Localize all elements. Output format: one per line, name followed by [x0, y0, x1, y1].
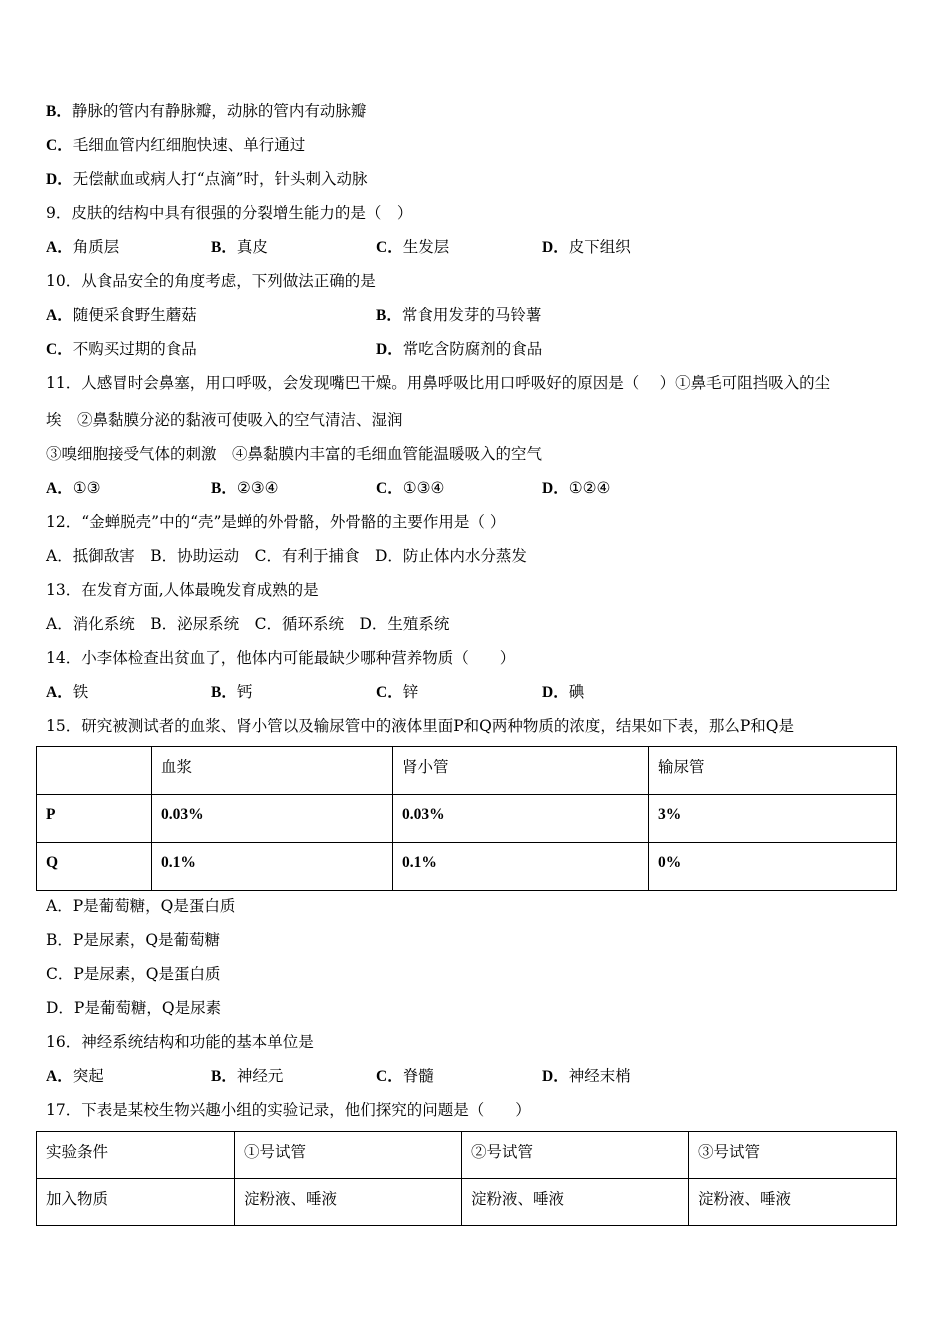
q11-option-c: C．①③④ [376, 479, 445, 497]
table-cell: 淀粉液、唾液 [462, 1179, 689, 1226]
table-row [37, 1132, 897, 1179]
table-cell: 0.03% [152, 795, 393, 843]
q15-table [36, 746, 897, 891]
table-header-cell: 输尿管 [649, 747, 897, 795]
table-header-cell [37, 747, 152, 795]
q15-option-d: D．P是葡萄糖，Q是尿素 [46, 999, 222, 1017]
q16-option-a: A．突起 [46, 1067, 104, 1085]
q16-option-d: D．神经末梢 [542, 1067, 631, 1085]
table-cell: 3% [649, 795, 897, 843]
table-cell: 加入物质 [37, 1179, 235, 1226]
q10-stem: 10．从食品安全的角度考虑，下列做法正确的是 [46, 272, 376, 290]
q9-option-d: D．皮下组织 [542, 238, 631, 256]
table-cell: 淀粉液、唾液 [689, 1179, 897, 1226]
table-row [37, 1179, 897, 1226]
q14-stem: 14．小李体检查出贫血了，他体内可能最缺少哪种营养物质（ ） [46, 649, 516, 667]
table-header-cell: ①号试管 [235, 1132, 462, 1179]
q14-option-d: D．碘 [542, 683, 585, 701]
q14-option-c: C．锌 [376, 683, 419, 701]
table-cell: Q [37, 843, 152, 891]
table-header-cell: 肾小管 [393, 747, 649, 795]
q10-option-c: C．不购买过期的食品 [46, 340, 197, 358]
q15-option-c: C．P是尿素，Q是蛋白质 [46, 965, 221, 983]
q16-option-c: C．脊髓 [376, 1067, 434, 1085]
table-cell: 0.1% [393, 843, 649, 891]
table-cell: 淀粉液、唾液 [235, 1179, 462, 1226]
q17-stem: 17．下表是某校生物兴趣小组的实验记录，他们探究的问题是（ ） [46, 1101, 531, 1119]
table-header-cell: 血浆 [152, 747, 393, 795]
q12-stem: 12．“金蝉脱壳”中的“壳”是蝉的外骨骼，外骨骼的主要作用是（ ） [46, 513, 506, 531]
q9-option-c: C．生发层 [376, 238, 450, 256]
table-header-cell: ③号试管 [689, 1132, 897, 1179]
table-row [37, 795, 897, 843]
q14-option-a: A．铁 [46, 683, 89, 701]
table-row [37, 747, 897, 795]
q11-stem-line1: 11．人感冒时会鼻塞，用口呼吸，会发现嘴巴干燥。用鼻呼吸比用口呼吸好的原因是（ ）①鼻毛可阻挡吸入的尘 [46, 374, 831, 392]
q11-option-b: B．②③④ [211, 479, 279, 497]
table-cell: P [37, 795, 152, 843]
q11-stem-line2: 埃 ②鼻黏膜分泌的黏液可使吸入的空气清洁、湿润 [46, 411, 403, 429]
q16-option-b: B．神经元 [211, 1067, 284, 1085]
q16-stem: 16．神经系统结构和功能的基本单位是 [46, 1033, 314, 1051]
q15-option-a: A．P是葡萄糖，Q是蛋白质 [46, 897, 236, 915]
table-cell: 0.03% [393, 795, 649, 843]
table-header-cell: 实验条件 [37, 1132, 235, 1179]
table-row [37, 843, 897, 891]
q12-options: A．抵御敌害 B．协助运动 C．有利于捕食 D．防止体内水分蒸发 [46, 547, 527, 565]
q13-options: A．消化系统 B．泌尿系统 C．循环系统 D．生殖系统 [46, 615, 450, 633]
q8-option-c: C．毛细血管内红细胞快速、单行通过 [46, 136, 306, 154]
q13-stem: 13．在发育方面,人体最晚发育成熟的是 [46, 581, 319, 599]
q9-stem: 9．皮肤的结构中具有很强的分裂增生能力的是（ ） [46, 204, 413, 222]
q9-option-a: A．角质层 [46, 238, 120, 256]
q17-table [36, 1131, 897, 1226]
q15-stem: 15．研究被测试者的血浆、肾小管以及输尿管中的液体里面P和Q两种物质的浓度，结果如下表，那么P和Q是 [46, 717, 794, 735]
table-header-cell: ②号试管 [462, 1132, 689, 1179]
q11-option-d: D．①②④ [542, 479, 611, 497]
q8-option-b: B．静脉的管内有静脉瓣，动脉的管内有动脉瓣 [46, 102, 367, 120]
q11-option-a: A．①③ [46, 479, 101, 497]
q10-option-b: B．常食用发芽的马铃薯 [376, 306, 542, 324]
q15-option-b: B．P是尿素，Q是葡萄糖 [46, 931, 221, 949]
table-cell: 0% [649, 843, 897, 891]
q8-option-d: D．无偿献血或病人打“点滴”时，针头刺入动脉 [46, 170, 368, 188]
q14-option-b: B．钙 [211, 683, 253, 701]
q11-stem-line3: ③嗅细胞接受气体的刺激 ④鼻黏膜内丰富的毛细血管能温暖吸入的空气 [46, 445, 543, 463]
table-cell: 0.1% [152, 843, 393, 891]
q10-option-d: D．常吃含防腐剂的食品 [376, 340, 543, 358]
q9-option-b: B．真皮 [211, 238, 268, 256]
q10-option-a: A．随便采食野生蘑菇 [46, 306, 197, 324]
